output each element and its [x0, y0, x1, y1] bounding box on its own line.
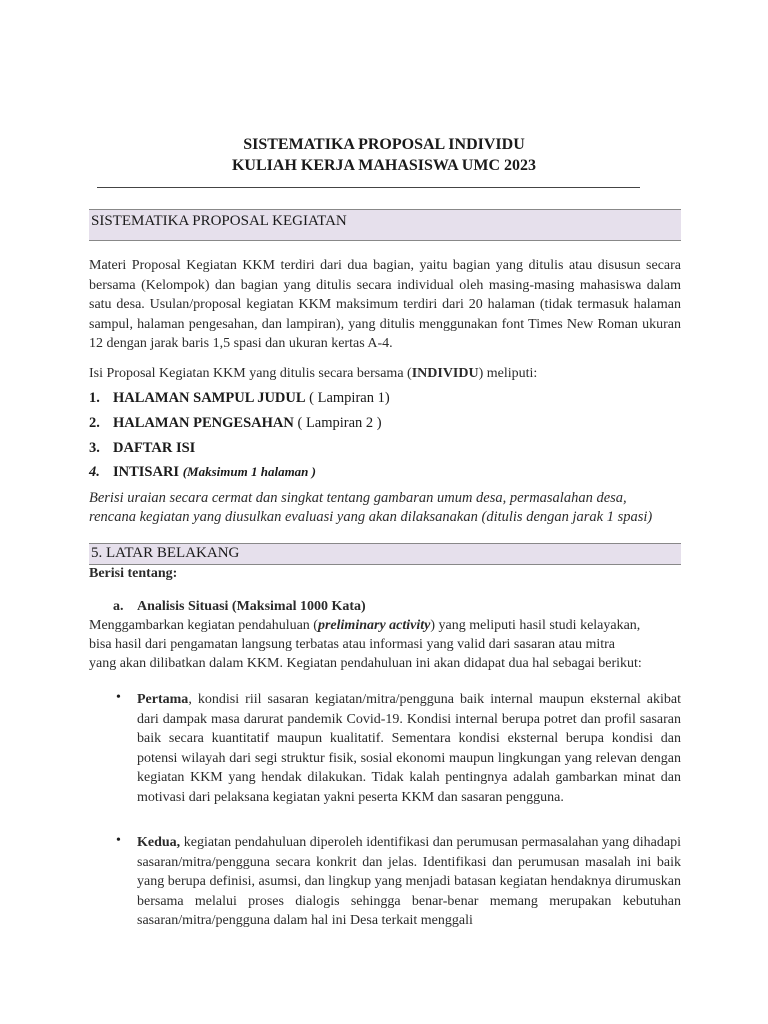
bullet-lead: Pertama [137, 692, 189, 707]
analisis-desc-line3: yang akan dilibatkan dalam KKM. Kegiatan pendahuluan ini akan didapat dua hal sebagai berikut: [89, 656, 642, 671]
isi-suffix: ) meliputi: [478, 366, 538, 381]
title-divider [97, 187, 640, 188]
list-item-number: 1. [89, 390, 100, 406]
berisi-tentang-label: Berisi tentang: [89, 566, 178, 581]
bullet-text: , kondisi riil sasaran kegiatan/mitra/pengguna baik internal maupun eksternal akibat dari dampak masa darurat pandemik Covid-19. Kondisi internal berupa potret dan profil sasaran baik secara kuantitatif maupun kualitatif. Sementara kondisi eksternal berupa kondisi dan potensi wilayah dari segi struktur fisik, sosial ekonomi maupun lingkungan yang relevan dengan kegiatan KKM yang hendak dilakukan. Tidak kalah pentingnya adalah gambarkan minat dan motivasi dari pelaksana kegiatan yakni peserta KKM dan sasaran pengguna. [137, 692, 681, 805]
list-item-title: DAFTAR ISI [113, 440, 196, 456]
intisari-desc-line2: rencana kegiatan yang diusulkan evaluasi yang akan dilaksanakan (ditulis dengan jarak 1 spasi) [89, 509, 653, 525]
list-item-number: 4. [89, 464, 100, 480]
desc-prefix: Menggambarkan kegiatan pendahuluan ( [89, 618, 318, 633]
bullet-paragraph-pertama [137, 690, 681, 808]
section-heading-proposal: SISTEMATIKA PROPOSAL KEGIATAN [89, 209, 681, 241]
bullet-icon: • [116, 833, 121, 848]
list-item-number: 2. [89, 415, 100, 431]
document-title-line2: KULIAH KERJA MAHASISWA UMC 2023 [231, 157, 537, 174]
bullet-lead: Kedua, [137, 835, 181, 850]
isi-proposal-line [89, 366, 537, 382]
list-item [113, 440, 195, 457]
list-item-note: ( Lampiran 2 ) [293, 415, 382, 431]
isi-bold: INDIVIDU [411, 366, 479, 381]
analisis-desc-line2: bisa hasil dari pengamatan langsung terbatas atau informasi yang valid dari sasaran atau mitra [89, 637, 615, 652]
bullet-text: kegiatan pendahuluan diperoleh identifikasi dan perumusan permasalahan yang dihadapi sasaran/mitra/pengguna secara konkrit dan jelas. Identifikasi dan perumusan masalah ini baik yang berupa definisi, asumsi, dan lingkup yang menjadi batasan kegiatan hendaknya dirumuskan bersama melalui proses dialogis sehingga benar-benar memang merupakan kebutuhan sasaran/mitra/pengguna dalam hal ini Desa terkait menggali [137, 835, 681, 929]
list-item-note: ( Lampiran 1) [305, 390, 390, 406]
bullet-icon: • [116, 690, 121, 705]
analisis-desc-line1 [89, 618, 640, 634]
list-item-title: HALAMAN SAMPUL JUDUL [113, 390, 306, 406]
bullet-paragraph-kedua [137, 833, 681, 931]
subsection-title: Analisis Situasi (Maksimal 1000 Kata) [137, 599, 366, 614]
list-item-title: INTISARI [113, 464, 183, 480]
list-item [113, 390, 390, 407]
list-item-title: HALAMAN PENGESAHAN [113, 415, 294, 431]
document-title-line1: SISTEMATIKA PROPOSAL INDIVIDU [243, 136, 525, 153]
isi-prefix: Isi Proposal Kegiatan KKM yang ditulis secara bersama ( [89, 366, 412, 381]
list-item-note: (Maksimum 1 halaman ) [182, 464, 316, 479]
list-item [113, 415, 382, 432]
list-item-number: 3. [89, 440, 100, 456]
desc-suffix: ) yang meliputi hasil studi kelayakan, [430, 618, 641, 633]
desc-bold: preliminary activity [317, 618, 431, 633]
section-heading-latar-belakang: 5. LATAR BELAKANG [89, 543, 681, 565]
subsection-number: a. [113, 599, 124, 614]
list-item [113, 464, 316, 481]
intisari-desc-line1: Berisi uraian secara cermat dan singkat tentang gambaran umum desa, permasalahan desa, [89, 490, 627, 506]
intro-paragraph: Materi Proposal Kegiatan KKM terdiri dari dua bagian, yaitu bagian yang ditulis atau disusun secara bersama (Kelompok) dan bagian yang ditulis secara individual oleh masing-masing mahasiswa dalam satu desa. Usulan/proposal kegiatan KKM maksimum terdiri dari 20 halaman (tidak termasuk halaman sampul, halaman pengesahan, dan lampiran), yang ditulis menggunakan font Times New Roman ukuran 12 dengan jarak baris 1,5 spasi dan ukuran kertas A-4. [89, 258, 681, 351]
